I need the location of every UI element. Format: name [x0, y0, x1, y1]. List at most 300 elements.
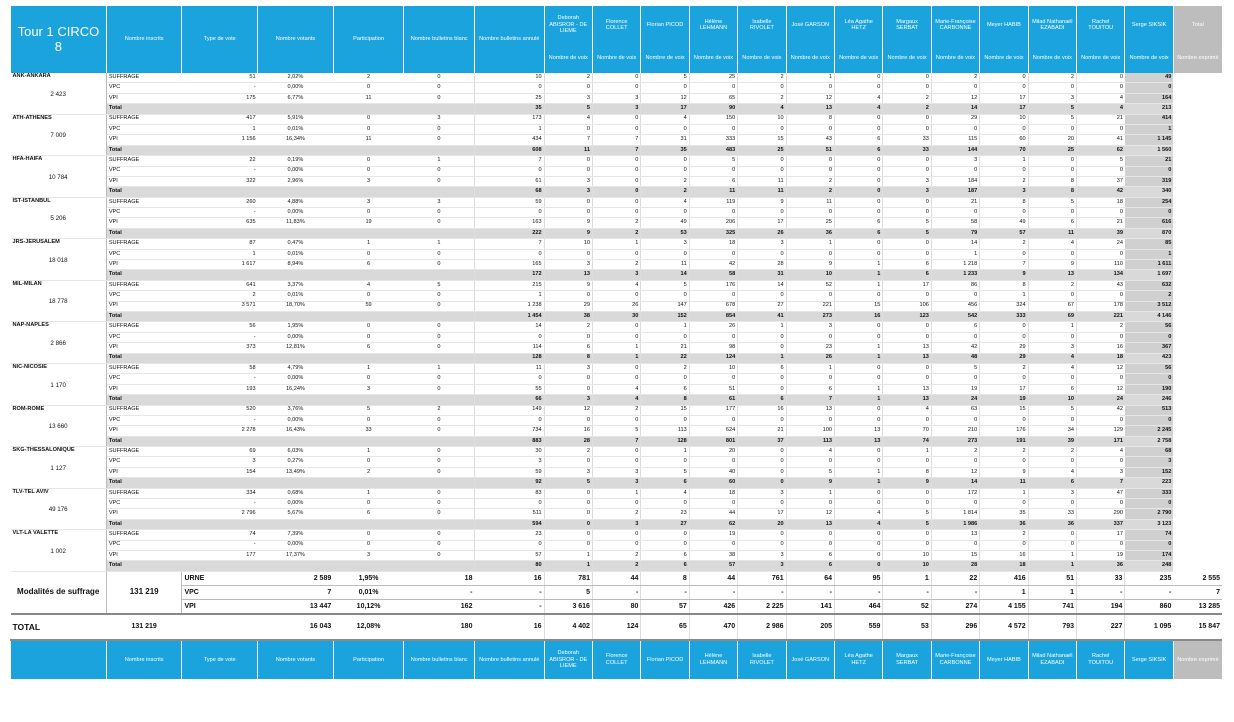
- voix-value: 10: [544, 239, 592, 249]
- voix-value: 0: [592, 540, 640, 550]
- vote-type: VPC: [106, 415, 182, 425]
- voix-value: 36: [786, 228, 834, 238]
- nul-value: 0: [404, 447, 475, 457]
- voix-value: 2: [641, 363, 689, 373]
- exprime-value: 1 145: [1125, 135, 1173, 145]
- footer-candidate: Léa Agathe HETZ: [835, 640, 883, 679]
- voix-value: 9: [544, 228, 592, 238]
- voix-value: 0: [786, 332, 834, 342]
- circo-name: HFA-HAIFA: [12, 156, 43, 163]
- participation-value: [258, 145, 334, 155]
- voix-value: 4: [1028, 353, 1076, 363]
- blanc-value: 0: [333, 530, 404, 540]
- voix-value: 80: [592, 599, 640, 614]
- voix-value: 0: [931, 457, 979, 467]
- table-row: [11, 561, 1223, 571]
- participation-value: [258, 478, 334, 488]
- voix-value: 0: [1077, 415, 1125, 425]
- blanc-value: [333, 353, 404, 363]
- votants-value: -: [182, 540, 258, 550]
- page-title: Tour 1 CIRCO 8: [11, 6, 107, 73]
- blanc-value: 0: [333, 374, 404, 384]
- voix-value: 0: [641, 156, 689, 166]
- vote-type: Total: [106, 270, 182, 280]
- footer-inscrits: Nombre inscrits: [106, 640, 182, 679]
- votants-value: [182, 270, 258, 280]
- candidate-header: Deborah ABISROR - DE LIEME: [544, 6, 592, 44]
- modalite-row: [11, 571, 1223, 585]
- vote-type: Total: [106, 478, 182, 488]
- nul-value: 0: [404, 550, 475, 560]
- table-row: [11, 395, 1223, 405]
- voix-value: 5: [592, 426, 640, 436]
- blanc-value: 0: [333, 457, 404, 467]
- voix-value: 98: [689, 343, 737, 353]
- voix-value: 5: [544, 585, 592, 599]
- voix-value: 10: [474, 73, 544, 83]
- exprime-value: 632: [1125, 280, 1173, 290]
- table-row: [11, 239, 1223, 249]
- voix-value: 0: [980, 322, 1028, 332]
- participation-value: [258, 270, 334, 280]
- voix-value: 2 225: [738, 599, 786, 614]
- voix-value: 1: [835, 353, 883, 363]
- nul-value: 0: [404, 176, 475, 186]
- voix-value: 0: [592, 176, 640, 186]
- vote-type: VPC: [106, 332, 182, 342]
- header-votants: Nombre votants: [258, 6, 334, 73]
- voix-value: 0: [1028, 249, 1076, 259]
- participation-value: 0,01%: [258, 249, 334, 259]
- participation-value: 3,76%: [258, 405, 334, 415]
- voix-value: 0: [980, 374, 1028, 384]
- voix-value: 0: [1028, 208, 1076, 218]
- voix-value: 40: [689, 467, 737, 477]
- footer-blanc: Nombre bulletins blanc: [404, 640, 475, 679]
- voix-value: 0: [931, 415, 979, 425]
- voix-value: 215: [474, 280, 544, 290]
- voix-value: 36: [980, 519, 1028, 529]
- voix-value: 594: [474, 519, 544, 529]
- voix-value: 0: [738, 467, 786, 477]
- voix-value: 0: [931, 540, 979, 550]
- voix-value: 10: [786, 270, 834, 280]
- voix-value: 10: [738, 114, 786, 124]
- voix-value: 25: [786, 218, 834, 228]
- voix-value: 48: [931, 353, 979, 363]
- voix-value: 150: [689, 114, 737, 124]
- voix-value: 59: [474, 197, 544, 207]
- voix-value: 0: [544, 124, 592, 134]
- voix-value: 83: [474, 488, 544, 498]
- voix-value: 25: [738, 145, 786, 155]
- exprime-value: 174: [1125, 550, 1173, 560]
- voix-value: 0: [738, 540, 786, 550]
- voix-value: 0: [883, 540, 931, 550]
- blanc-value: [333, 187, 404, 197]
- participation-value: 0,00%: [258, 499, 334, 509]
- circo-name: NIC-NICOSIE: [12, 363, 47, 370]
- voix-value: 434: [474, 135, 544, 145]
- voix-value: 221: [786, 301, 834, 311]
- voix-value: 0: [544, 291, 592, 301]
- voix-value: 7: [592, 135, 640, 145]
- voix-value: 37: [1077, 176, 1125, 186]
- nul-value: [404, 145, 475, 155]
- voix-value: 12: [931, 467, 979, 477]
- voix-value: 12: [544, 405, 592, 415]
- voix-value: 3: [592, 270, 640, 280]
- voix-value: 187: [931, 187, 979, 197]
- voix-value: 6: [641, 561, 689, 571]
- voix-value: 5: [883, 509, 931, 519]
- candidate-header: Milad Nathanaël EZABADI: [1028, 6, 1076, 44]
- voix-value: 1: [474, 291, 544, 301]
- voix-value: 4: [1077, 447, 1125, 457]
- voix-value: 37: [738, 436, 786, 446]
- voix-value: 15: [931, 550, 979, 560]
- voix-value: 0: [1077, 208, 1125, 218]
- exprime-value: 1 697: [1125, 270, 1173, 280]
- vote-type: VPI: [106, 426, 182, 436]
- exprime-value: 3: [1125, 457, 1173, 467]
- total-inscrits: 131 219: [106, 614, 182, 640]
- exprime-value: 68: [1125, 447, 1173, 457]
- voix-value: -: [592, 585, 640, 599]
- voix-value: 0: [835, 156, 883, 166]
- table-row: [11, 332, 1223, 342]
- voix-value: 0: [883, 415, 931, 425]
- nul-value: 0: [404, 374, 475, 384]
- nul-value: [404, 353, 475, 363]
- nul-value: [404, 519, 475, 529]
- table-row: [11, 384, 1223, 394]
- voix-value: 3: [592, 519, 640, 529]
- blanc-value: [333, 145, 404, 155]
- voix-value: 0: [786, 499, 834, 509]
- voix-value: 1: [592, 343, 640, 353]
- voix-value: 2: [738, 93, 786, 103]
- table-row: [11, 415, 1223, 425]
- voix-value: 801: [689, 436, 737, 446]
- voix-value: 0: [738, 156, 786, 166]
- voix-value: 781: [544, 571, 592, 585]
- footer-type: Type de vote: [182, 640, 258, 679]
- voix-value: 3: [544, 363, 592, 373]
- vote-type: SUFFRAGE: [106, 530, 182, 540]
- voix-value: 15: [641, 405, 689, 415]
- voix-value: 0: [689, 208, 737, 218]
- vote-type: VPC: [106, 291, 182, 301]
- voix-value: 0: [641, 540, 689, 550]
- voix-value: -: [931, 585, 979, 599]
- exprime-value: 2 245: [1125, 426, 1173, 436]
- table-row: [11, 363, 1223, 373]
- total-voix: 53: [883, 614, 931, 640]
- table-row: [11, 280, 1223, 290]
- table-row: [11, 249, 1223, 259]
- voix-value: 0: [883, 291, 931, 301]
- voix-value: 3: [1028, 93, 1076, 103]
- voix-value: 95: [835, 571, 883, 585]
- voix-value: 1: [544, 550, 592, 560]
- voix-value: 8: [641, 395, 689, 405]
- voix-value: 11: [980, 478, 1028, 488]
- voix-value: 9: [980, 270, 1028, 280]
- exprime-value: 223: [1125, 478, 1173, 488]
- participation-value: 0,00%: [258, 166, 334, 176]
- results-sheet: [10, 6, 1222, 679]
- circo-cell: [11, 239, 107, 281]
- vote-type: SUFFRAGE: [106, 114, 182, 124]
- nul-value: 0: [404, 540, 475, 550]
- blanc-value: 0: [333, 83, 404, 93]
- voix-value: 0: [883, 73, 931, 83]
- exprime-value: 870: [1125, 228, 1173, 238]
- nul-value: [404, 187, 475, 197]
- voix-value: 1: [786, 363, 834, 373]
- voix-value: 5: [786, 467, 834, 477]
- voix-value: 0: [544, 415, 592, 425]
- voix-value: 0: [883, 156, 931, 166]
- blanc-value: [333, 270, 404, 280]
- table-row: [11, 499, 1223, 509]
- voix-value: 0: [931, 332, 979, 342]
- vote-type: VPI: [106, 218, 182, 228]
- voix-value: 0: [1028, 415, 1076, 425]
- voix-value: 178: [1077, 301, 1125, 311]
- voix-value: 0: [474, 83, 544, 93]
- voix-value: 0: [883, 322, 931, 332]
- voix-value: 22: [931, 571, 979, 585]
- table-row: [11, 550, 1223, 560]
- nul-value: [404, 395, 475, 405]
- participation-value: 0,00%: [258, 540, 334, 550]
- circo-inscrits: 1 127: [50, 464, 66, 472]
- voix-value: 2: [1028, 73, 1076, 83]
- header-nombre-voix: Nombre de voix: [980, 44, 1028, 73]
- voix-value: 13: [1028, 270, 1076, 280]
- voix-value: 1: [835, 260, 883, 270]
- header-exprime: Nombre exprimé: [1173, 44, 1222, 73]
- candidate-header: Hélène LEHMANN: [689, 6, 737, 44]
- vote-type: VPI: [106, 550, 182, 560]
- voix-value: 6: [1028, 218, 1076, 228]
- voix-value: 0: [592, 197, 640, 207]
- header-participation: Participation: [333, 6, 404, 73]
- voix-value: 152: [641, 311, 689, 321]
- voix-value: 6: [641, 384, 689, 394]
- voix-value: 9: [883, 478, 931, 488]
- votants-value: 193: [182, 384, 258, 394]
- votants-value: -: [182, 83, 258, 93]
- voix-value: 0: [931, 166, 979, 176]
- voix-value: 55: [474, 384, 544, 394]
- voix-value: 0: [1028, 166, 1076, 176]
- voix-value: 0: [544, 499, 592, 509]
- voix-value: 184: [931, 176, 979, 186]
- participation-value: 5,67%: [258, 509, 334, 519]
- voix-value: 21: [1077, 114, 1125, 124]
- voix-value: 44: [689, 509, 737, 519]
- voix-value: 28: [544, 436, 592, 446]
- voix-value: 0: [786, 249, 834, 259]
- voix-value: 13: [786, 405, 834, 415]
- voix-value: 4 155: [980, 599, 1028, 614]
- table-row: [11, 114, 1223, 124]
- voix-value: 0: [835, 374, 883, 384]
- voix-value: 165: [474, 260, 544, 270]
- voix-value: 4: [835, 93, 883, 103]
- voix-value: 70: [980, 145, 1028, 155]
- table-row: [11, 124, 1223, 134]
- voix-value: 0: [738, 457, 786, 467]
- vote-type: VPC: [106, 374, 182, 384]
- voix-value: 8: [1028, 176, 1076, 186]
- exprime-value: 0: [1125, 166, 1173, 176]
- voix-value: 18: [980, 561, 1028, 571]
- voix-value: 0: [835, 332, 883, 342]
- blanc-value: 5: [333, 405, 404, 415]
- header-nombre-voix: Nombre de voix: [835, 44, 883, 73]
- voix-value: 0: [689, 457, 737, 467]
- total-voix: 4 572: [980, 614, 1028, 640]
- blanc-value: [333, 311, 404, 321]
- blanc-value: 6: [333, 260, 404, 270]
- nul-value: 0: [404, 343, 475, 353]
- nul-value: 3: [404, 114, 475, 124]
- modalite-row: [11, 585, 1223, 599]
- circo-name: MIL-MILAN: [12, 280, 42, 287]
- voix-value: 0: [738, 415, 786, 425]
- blanc-value: [333, 561, 404, 571]
- voix-value: 274: [931, 599, 979, 614]
- voix-value: 1: [980, 291, 1028, 301]
- voix-value: 51: [786, 145, 834, 155]
- voix-value: -: [883, 585, 931, 599]
- candidate-header: Florian PICOD: [641, 6, 689, 44]
- voix-value: 0: [835, 83, 883, 93]
- voix-value: 0: [883, 374, 931, 384]
- voix-value: 3: [592, 467, 640, 477]
- voix-value: 0: [1028, 530, 1076, 540]
- voix-value: 2: [980, 176, 1028, 186]
- voix-value: 0: [592, 156, 640, 166]
- participation-value: 0,68%: [258, 488, 334, 498]
- voix-value: 0: [1077, 291, 1125, 301]
- participation-value: 12,81%: [258, 343, 334, 353]
- voix-value: 7: [592, 436, 640, 446]
- blanc-value: 0: [333, 291, 404, 301]
- exprime-value: 367: [1125, 343, 1173, 353]
- participation-value: 10,12%: [333, 599, 404, 614]
- voix-value: 678: [689, 301, 737, 311]
- nul-value: 0: [404, 291, 475, 301]
- voix-value: 2: [592, 550, 640, 560]
- voix-value: 128: [641, 436, 689, 446]
- votants-value: -: [182, 415, 258, 425]
- voix-value: 0: [641, 499, 689, 509]
- voix-value: 1: [835, 270, 883, 280]
- voix-value: 4: [1077, 93, 1125, 103]
- header-nombre-voix: Nombre de voix: [883, 44, 931, 73]
- voix-value: 0: [980, 499, 1028, 509]
- voix-value: 66: [474, 395, 544, 405]
- modalites-inscrits: 131 219: [106, 571, 182, 614]
- voix-value: 2: [980, 363, 1028, 373]
- vote-type: Total: [106, 145, 182, 155]
- vote-type: SUFFRAGE: [106, 322, 182, 332]
- participation-value: 16,34%: [258, 135, 334, 145]
- modalites-label: Modalités de suffrage: [11, 571, 107, 614]
- voix-value: 0: [474, 166, 544, 176]
- votants-value: [182, 519, 258, 529]
- circo-cell: [11, 280, 107, 322]
- votants-value: 641: [182, 280, 258, 290]
- total-voix: 4 402: [544, 614, 592, 640]
- vote-type: VPC: [106, 83, 182, 93]
- blanc-value: 6: [333, 509, 404, 519]
- voix-value: 5: [689, 156, 737, 166]
- voix-value: 38: [689, 550, 737, 560]
- circo-inscrits: 18 778: [48, 298, 68, 306]
- voix-value: 273: [786, 311, 834, 321]
- voix-value: 58: [931, 218, 979, 228]
- votants-value: 175: [182, 93, 258, 103]
- voix-value: 0: [544, 488, 592, 498]
- voix-value: 47: [1077, 488, 1125, 498]
- voix-value: 0: [641, 530, 689, 540]
- modalite-type: URNE: [182, 571, 258, 585]
- voix-value: 0: [738, 166, 786, 176]
- votants-value: 2 278: [182, 426, 258, 436]
- voix-value: 149: [474, 405, 544, 415]
- votants-value: 520: [182, 405, 258, 415]
- voix-value: 0: [883, 208, 931, 218]
- vote-type: Total: [106, 561, 182, 571]
- circo-inscrits: 2 423: [50, 90, 66, 98]
- voix-value: 0: [835, 457, 883, 467]
- voix-value: 8: [980, 280, 1028, 290]
- participation-value: [258, 353, 334, 363]
- votants-value: [182, 561, 258, 571]
- participation-value: 16,43%: [258, 426, 334, 436]
- blanc-value: [333, 519, 404, 529]
- voix-value: 17: [738, 509, 786, 519]
- voix-value: 0: [883, 197, 931, 207]
- participation-value: 0,00%: [258, 374, 334, 384]
- voix-value: 35: [980, 509, 1028, 519]
- voix-value: 333: [689, 135, 737, 145]
- voix-value: 3: [544, 93, 592, 103]
- voix-value: 2: [883, 93, 931, 103]
- voix-value: 0: [786, 374, 834, 384]
- voix-value: 11: [1028, 228, 1076, 238]
- exprime-value: 0: [1125, 374, 1173, 384]
- circo-inscrits: 49 176: [48, 506, 68, 514]
- voix-value: 0: [738, 249, 786, 259]
- votants-value: -: [182, 374, 258, 384]
- voix-value: 18: [689, 239, 737, 249]
- voix-value: 0: [738, 374, 786, 384]
- vote-type: VPC: [106, 457, 182, 467]
- voix-value: 0: [592, 187, 640, 197]
- circo-cell: [11, 530, 107, 572]
- vote-type: Total: [106, 187, 182, 197]
- voix-value: 0: [980, 124, 1028, 134]
- voix-value: 17: [980, 93, 1028, 103]
- participation-value: 0,01%: [333, 585, 404, 599]
